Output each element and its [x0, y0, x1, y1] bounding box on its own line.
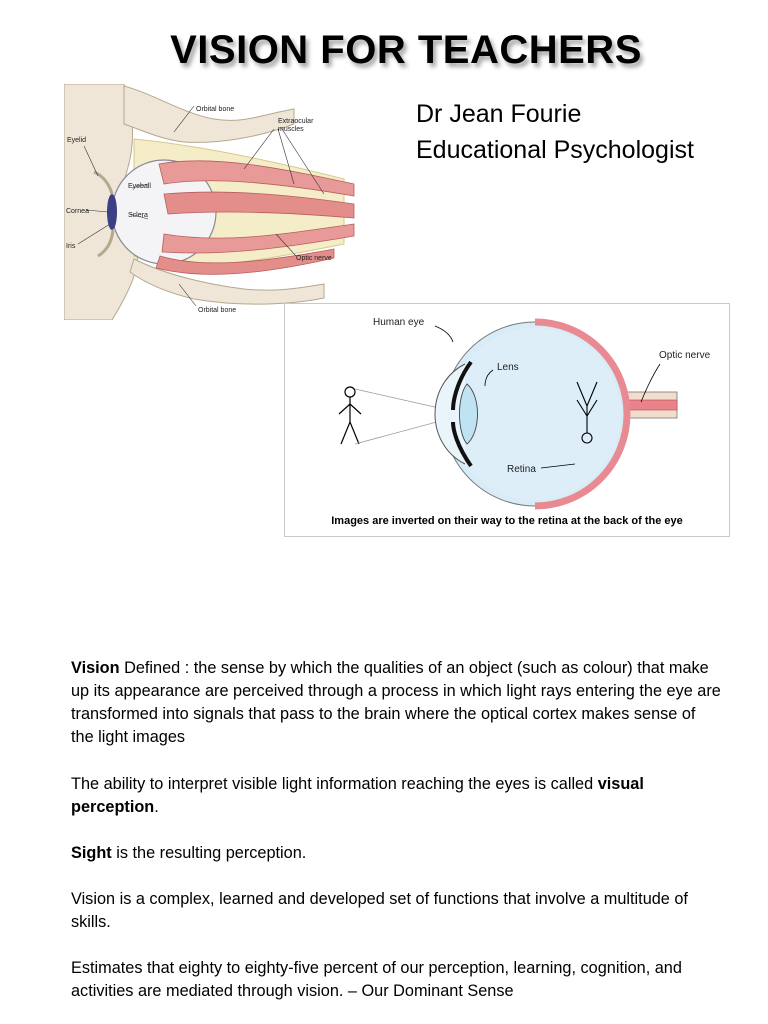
period: . — [154, 798, 159, 816]
label-optic-nerve: Optic nerve — [296, 255, 332, 262]
page-title: VISION FOR TEACHERS — [170, 28, 642, 72]
label-cornea: Cornea — [66, 208, 89, 215]
label-optic-nerve-diagram: Optic nerve — [659, 350, 711, 361]
author-role: Educational Psychologist — [416, 136, 694, 164]
eye-optics-diagram — [284, 303, 730, 537]
visual-perception-text: The ability to interpret visible light information reaching the eyes is called — [71, 775, 598, 793]
label-sclera: Sclera — [128, 212, 148, 219]
object-figure — [339, 387, 361, 444]
paragraph-visual-perception — [71, 773, 721, 819]
label-eyeball: Eyeball — [128, 183, 151, 190]
term-visual-perception: visual perception — [71, 775, 644, 816]
paragraph-vision-complex — [71, 888, 721, 934]
diagram-caption: Images are inverted on their way to the retina at the back of the eye — [331, 515, 683, 527]
paragraph-sight — [71, 842, 721, 865]
term-vision: Vision — [71, 659, 120, 677]
author-block — [416, 96, 694, 168]
paragraph-vision-defined — [71, 657, 721, 749]
vision-complex-text: Vision is a complex, learned and developed set of functions that involve a multitude of skills. — [71, 890, 688, 931]
eye-anatomy-illustration — [64, 84, 364, 320]
label-orbital-bone-bottom: Orbital bone — [198, 307, 237, 314]
label-retina: Retina — [507, 464, 536, 475]
sight-text: is the resulting perception. — [111, 844, 307, 862]
label-extraocular-2: muscles — [278, 126, 304, 133]
paragraph-estimates — [71, 957, 721, 1003]
label-iris: Iris — [66, 243, 76, 250]
label-human-eye: Human eye — [373, 317, 425, 328]
estimates-text: Estimates that eighty to eighty-five percent of our perception, learning, cognition, and activities are mediated through vision. – Our Dominant Sense — [71, 959, 682, 1000]
label-eyelid: Eyelid — [67, 137, 87, 144]
definition-text: Defined : the sense by which the qualities of an object (such as colour) that make up its appearance are perceived through a process in which light rays entering the eye are transformed into signals that pass to the brain where the optical cortex makes sense of the light images — [71, 659, 721, 746]
label-extraocular-1: Extraocular — [278, 118, 314, 125]
term-sight: Sight — [71, 844, 112, 862]
label-lens: Lens — [497, 362, 519, 373]
author-name: Dr Jean Fourie — [416, 100, 582, 128]
label-orbital-bone-top: Orbital bone — [196, 106, 235, 113]
